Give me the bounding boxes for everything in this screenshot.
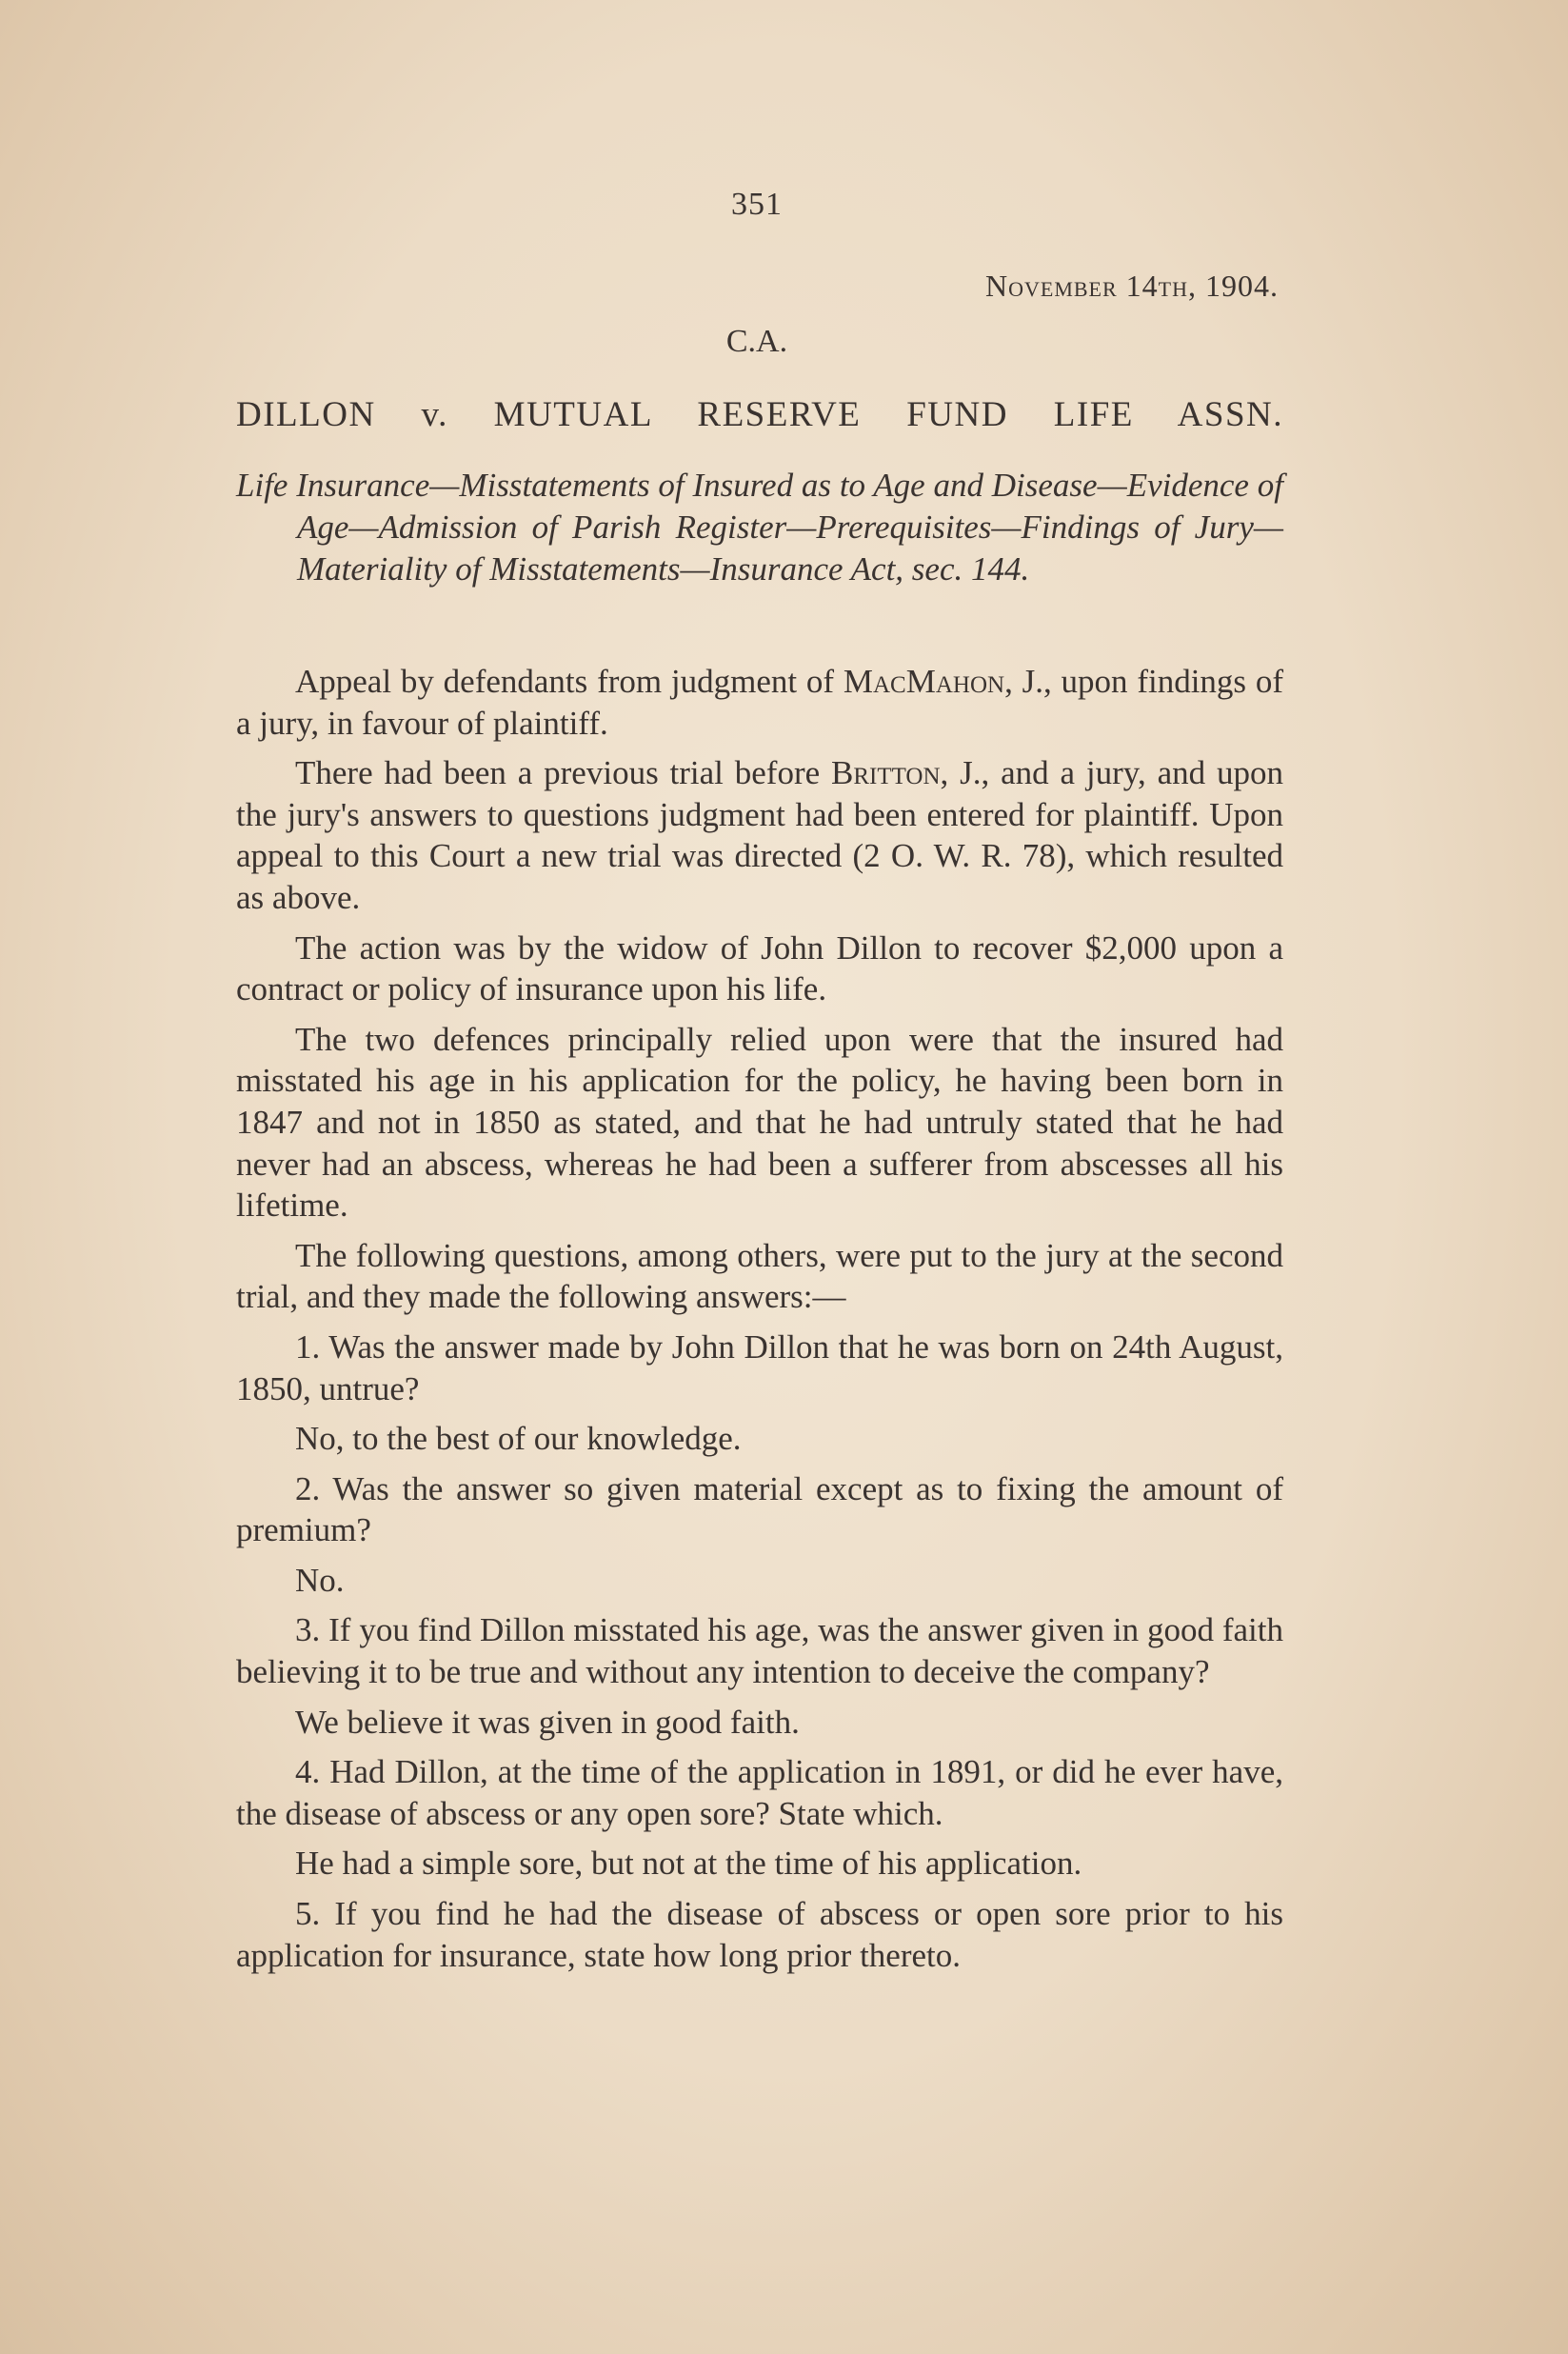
page-number: 351 (731, 187, 783, 222)
jury-question: 2. Was the answer so given material except as to fixing the amount of premium? (236, 1469, 1283, 1549)
jury-answer: No, to the best of our knowledge. (295, 1420, 742, 1458)
judge-name: Britton (831, 754, 941, 792)
court-designation: C.A. (725, 324, 788, 359)
jury-answer: We believe it was given in good faith. (295, 1703, 800, 1741)
jury-question: 1. Was the answer made by John Dillon that he was born on 24th August, 1850, untrue? (236, 1327, 1283, 1407)
headnote: Life Insurance—Misstatements of Insured as to Age and Disease—Evidence of Age—Admission of Parish Register—Prerequisites—Findings of Jury—Materiality of Misstatements—Insurance Act, sec. 144. (236, 467, 1283, 588)
judge-name: MacMahon (843, 663, 1005, 700)
jury-question: 3. If you find Dillon misstated his age, was the answer given in good faith believing it to be true and without any intention to deceive the company? (236, 1611, 1283, 1691)
jury-question: 5. If you find he had the disease of abscess or open sore prior to his application for insurance, state how long prior thereto. (236, 1895, 1283, 1974)
jury-question: 4. Had Dillon, at the time of the application in 1891, or did he ever have, the disease of abscess or any open sore? State which. (236, 1753, 1283, 1832)
jury-answer: He had a simple sore, but not at the time of his application. (295, 1845, 1082, 1883)
paragraph-previous-trial: There had been a previous trial before Britton, J., and a jury, and upon the jury's answers to questions judgment had been entered for plaintiff. Upon appeal to this Court a new trial was directed (2 O. W. R. 78), which resulted as above. (236, 754, 1283, 916)
case-title: DILLON v. MUTUAL RESERVE FUND LIFE ASSN. (236, 395, 1283, 434)
jury-answer: No. (295, 1561, 345, 1599)
paragraph-appeal: Appeal by defendants from judgment of MacMahon, J., upon findings of a jury, in favour of plaintiff. (236, 663, 1284, 742)
decision-date: November 14th, 1904. (985, 269, 1279, 303)
opinion-body (236, 661, 1283, 1985)
paragraph-defences: The two defences principally relied upon were that the insured had misstated his age in his application for the policy, he having been born in 1847 and not in 1850 as stated, and that he had untruly stated that he had never had an abscess, whereas he had been a sufferer from abscesses all his lifetime. (236, 1020, 1283, 1225)
paragraph-action: The action was by the widow of John Dillon to recover $2,000 upon a contract or policy of insurance upon his life. (236, 928, 1283, 1008)
paragraph-questions-intro: The following questions, among others, were put to the jury at the second trial, and they made the following answers:— (236, 1236, 1283, 1316)
